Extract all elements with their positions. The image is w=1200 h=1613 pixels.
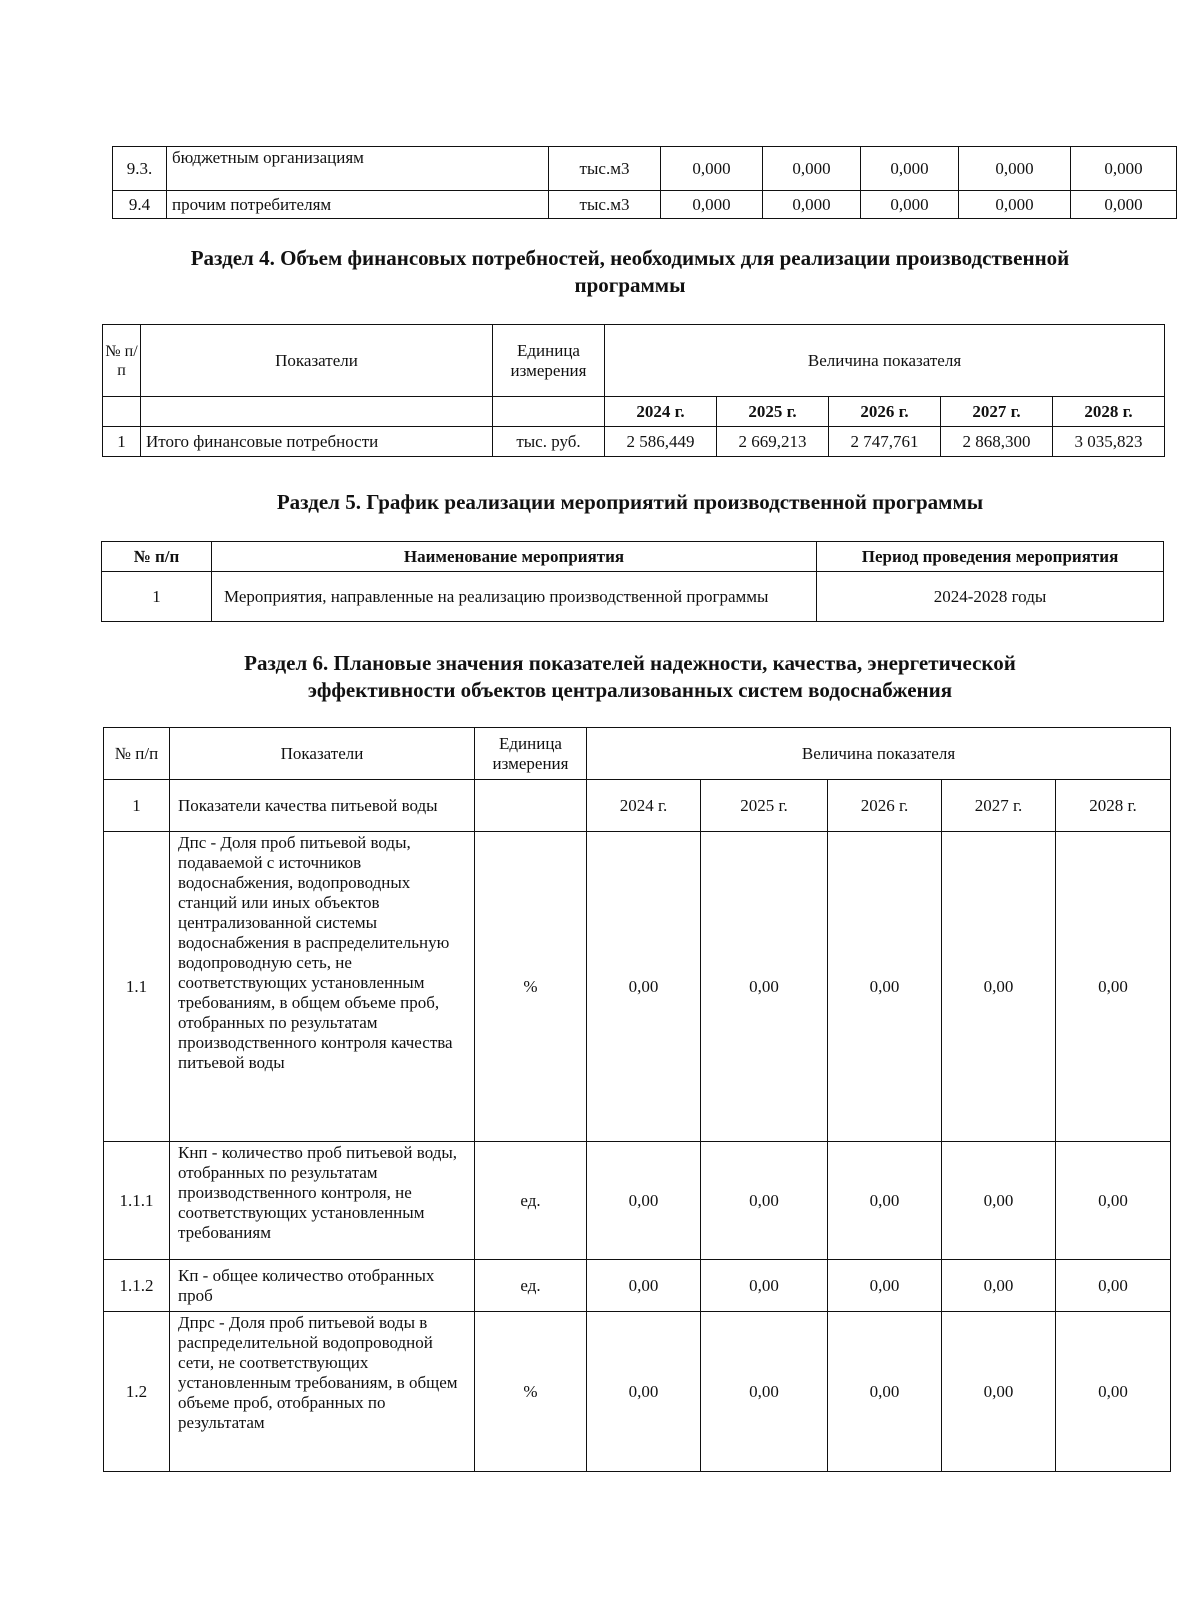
section-5-title (130, 489, 1130, 516)
financial-needs-table (102, 324, 1165, 457)
year-cell: 2024 г. (605, 397, 717, 427)
year-cell: 2027 г. (941, 397, 1053, 427)
section-6-title-line1: Раздел 6. Плановые значения показателей надежности, качества, энергетической (244, 651, 1016, 675)
row-name: Показатели качества питьевой воды (170, 780, 475, 832)
row-unit: тыс.м3 (549, 191, 661, 219)
header-unit: Единица измерения (493, 325, 605, 397)
section-5-title-text: Раздел 5. График реализации мероприятий производственной программы (276, 490, 984, 514)
table-row (104, 1260, 1171, 1312)
table-row (113, 191, 1177, 219)
section-4-title-line2: программы (574, 273, 686, 297)
value-cell: 0,000 (861, 147, 959, 191)
quality-indicators-table (103, 727, 1171, 1472)
row-unit: тыс.м3 (549, 147, 661, 191)
row-number: 1 (102, 572, 212, 622)
table-header-row (104, 728, 1171, 780)
top-table (112, 146, 1177, 219)
header-indicator: Показатели (141, 325, 493, 397)
row-number: 1.1.1 (104, 1142, 170, 1260)
value-cell: 0,00 (942, 1312, 1056, 1472)
value-cell: 0,00 (1056, 1260, 1171, 1312)
row-number: 1 (103, 427, 141, 457)
row-unit: % (475, 1312, 587, 1472)
row-number: 1.1.2 (104, 1260, 170, 1312)
value-cell: 0,000 (959, 147, 1071, 191)
value-cell: 0,000 (661, 147, 763, 191)
section-4-title-line1: Раздел 4. Объем финансовых потребностей, необходимых для реализации производственной (190, 246, 1070, 270)
value-cell: 0,00 (828, 832, 942, 1142)
row-number: 1.1 (104, 832, 170, 1142)
table-row (102, 572, 1164, 622)
header-unit: Единица измерения (475, 728, 587, 780)
row-unit: ед. (475, 1142, 587, 1260)
table-row (104, 832, 1171, 1142)
header-value: Величина показателя (587, 728, 1171, 780)
value-cell: 0,00 (1056, 1312, 1171, 1472)
value-cell: 0,000 (959, 191, 1071, 219)
table-row (104, 1312, 1171, 1472)
year-cell: 2027 г. (942, 780, 1056, 832)
row-period: 2024-2028 годы (817, 572, 1164, 622)
value-cell: 0,00 (942, 832, 1056, 1142)
row-name: бюджетным организациям (167, 147, 549, 191)
value-cell: 0,000 (861, 191, 959, 219)
section-4-title (60, 245, 1200, 299)
header-period: Период проведения мероприятия (817, 542, 1164, 572)
row-name: Итого финансовые потребности (141, 427, 493, 457)
header-num: № п/ п (103, 325, 141, 397)
empty-cell (475, 780, 587, 832)
empty-cell (141, 397, 493, 427)
year-cell: 2026 г. (829, 397, 941, 427)
header-name: Наименование мероприятия (212, 542, 817, 572)
value-cell: 0,00 (1056, 1142, 1171, 1260)
row-name: Дпс - Доля проб питьевой воды, подаваемой с источников водоснабжения, водопроводных станций или иных объектов централизованной системы водоснабжения в распределительную водопроводную сеть, не соответствующих установленным требованиям, в общем объеме проб, отобранных по результатам производственного контроля качества питьевой воды (170, 832, 475, 1142)
empty-cell (493, 397, 605, 427)
row-name: Дпрс - Доля проб питьевой воды в распределительной водопроводной сети, не соответствующих установленным требованиям, в общем объеме проб, отобранных по результатам (170, 1312, 475, 1472)
value-cell: 0,00 (828, 1312, 942, 1472)
table-row (113, 147, 1177, 191)
row-number: 1.2 (104, 1312, 170, 1472)
value-cell: 2 747,761 (829, 427, 941, 457)
value-cell: 0,00 (587, 1312, 701, 1472)
value-cell: 0,00 (587, 1260, 701, 1312)
row-unit: ед. (475, 1260, 587, 1312)
value-cell: 0,00 (1056, 832, 1171, 1142)
value-cell: 0,00 (587, 1142, 701, 1260)
year-cell: 2025 г. (717, 397, 829, 427)
value-cell: 0,00 (828, 1142, 942, 1260)
table-row (103, 427, 1165, 457)
table-row (104, 1142, 1171, 1260)
value-cell: 2 669,213 (717, 427, 829, 457)
value-cell: 0,000 (763, 147, 861, 191)
year-cell: 2028 г. (1053, 397, 1165, 427)
value-cell: 0,000 (1071, 147, 1177, 191)
value-cell: 0,00 (701, 1142, 828, 1260)
value-cell: 2 586,449 (605, 427, 717, 457)
value-cell: 3 035,823 (1053, 427, 1165, 457)
value-cell: 0,00 (701, 1312, 828, 1472)
table-header-row (102, 542, 1164, 572)
header-num: № п/п (102, 542, 212, 572)
row-name: Кнп - количество проб питьевой воды, отобранных по результатам производственного контроля, не соответствующих установленным требованиям (170, 1142, 475, 1260)
header-num: № п/п (104, 728, 170, 780)
value-cell: 0,00 (828, 1260, 942, 1312)
row-unit: тыс. руб. (493, 427, 605, 457)
header-value: Величина показателя (605, 325, 1165, 397)
header-indicator: Показатели (170, 728, 475, 780)
row-name: прочим потребителям (167, 191, 549, 219)
value-cell: 0,00 (942, 1142, 1056, 1260)
value-cell: 0,00 (701, 832, 828, 1142)
value-cell: 0,000 (763, 191, 861, 219)
section-6-title (130, 650, 1130, 704)
value-cell: 2 868,300 (941, 427, 1053, 457)
value-cell: 0,00 (701, 1260, 828, 1312)
schedule-table (101, 541, 1164, 622)
year-cell: 2026 г. (828, 780, 942, 832)
value-cell: 0,000 (661, 191, 763, 219)
value-cell: 0,000 (1071, 191, 1177, 219)
row-number: 9.4 (113, 191, 167, 219)
row-unit: % (475, 832, 587, 1142)
years-row (103, 397, 1165, 427)
year-cell: 2028 г. (1056, 780, 1171, 832)
year-cell: 2024 г. (587, 780, 701, 832)
value-cell: 0,00 (587, 832, 701, 1142)
year-cell: 2025 г. (701, 780, 828, 832)
table-header-row (103, 325, 1165, 397)
table-row (104, 780, 1171, 832)
row-number: 9.3. (113, 147, 167, 191)
empty-cell (103, 397, 141, 427)
section-6-title-line2: эффективности объектов централизованных систем водоснабжения (307, 678, 953, 702)
row-name: Мероприятия, направленные на реализацию производственной программы (212, 572, 817, 622)
value-cell: 0,00 (942, 1260, 1056, 1312)
row-name: Кп - общее количество отобранных проб (170, 1260, 475, 1312)
row-number: 1 (104, 780, 170, 832)
